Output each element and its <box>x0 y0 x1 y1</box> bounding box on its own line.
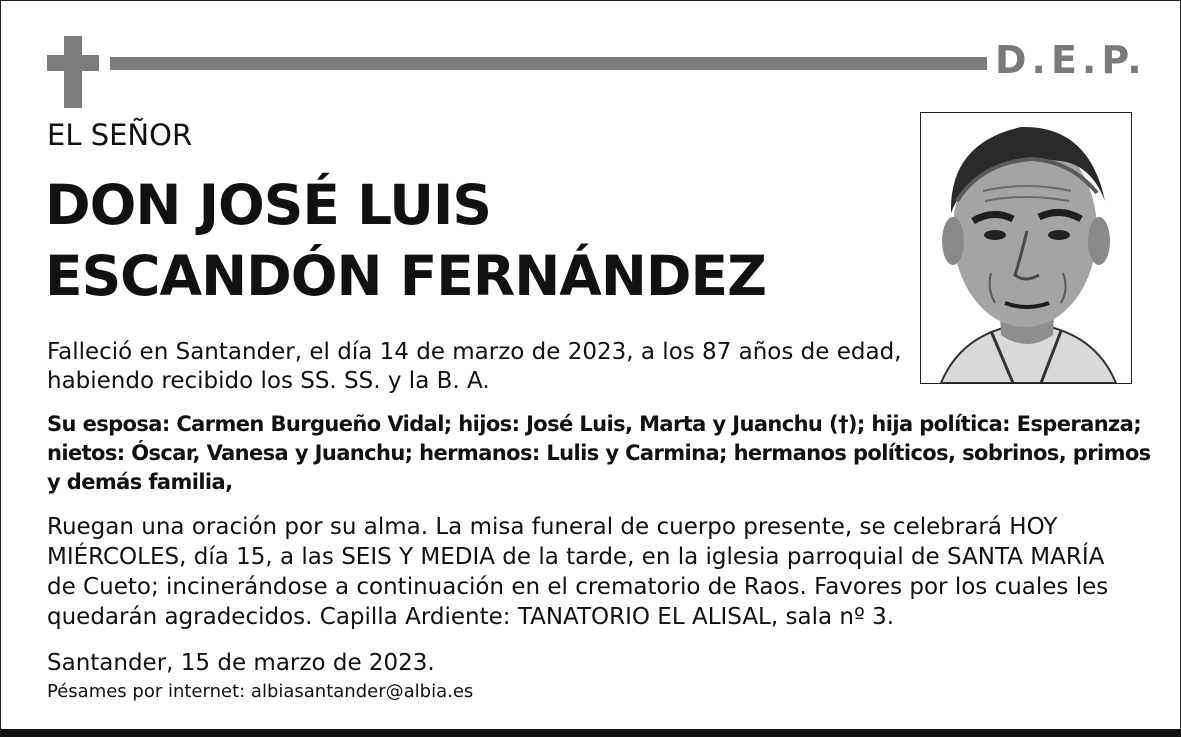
portrait-image <box>921 113 1131 383</box>
family-line: y demás familia, <box>47 470 233 494</box>
death-notice-line: Falleció en Santander, el día 14 de marzo de 2023, a los 87 años de edad, <box>47 339 902 365</box>
deceased-portrait <box>920 112 1132 384</box>
funeral-line: de Cueto; incinerándose a continuación en el crematorio de Raos. Favores por los cuales les <box>47 574 1109 600</box>
header-rule <box>110 57 987 70</box>
death-notice-line: habiendo recibido los SS. SS. y la B. A. <box>47 368 490 394</box>
honorific: EL SEÑOR <box>47 118 193 152</box>
funeral-details <box>47 512 1137 632</box>
funeral-line: MIÉRCOLES, día 15, a las SEIS Y MEDIA de la tarde, en la iglesia parroquial de SANTA MARÍA <box>47 544 1105 570</box>
cross-icon-arm <box>47 55 99 71</box>
place-date: Santander, 15 de marzo de 2023. <box>47 650 435 676</box>
funeral-line: Ruegan una oración por su alma. La misa funeral de cuerpo presente, se celebrará HOY <box>47 514 1058 540</box>
family-line: nietos: Óscar, Vanesa y Juanchu; hermanos: Lulis y Carmina; hermanos políticos, sobrinos, primos <box>47 441 1151 465</box>
family-list <box>47 410 1151 497</box>
condolences-link[interactable]: Pésames por internet: albiasantander@albia.es <box>47 681 474 702</box>
name-line-1: DON JOSÉ LUIS <box>45 173 491 237</box>
deceased-name <box>45 170 905 312</box>
name-line-2: ESCANDÓN FERNÁNDEZ <box>45 244 766 308</box>
death-notice <box>47 338 907 396</box>
funeral-line: quedarán agradecidos. Capilla Ardiente: TANATORIO EL ALISAL, sala nº 3. <box>47 604 895 630</box>
dep-label: D.E.P. <box>995 38 1147 82</box>
family-line: Su esposa: Carmen Burgueño Vidal; hijos: José Luis, Marta y Juanchu (†); hija política: Esperanza; <box>47 412 1142 436</box>
cross-icon <box>64 36 82 108</box>
